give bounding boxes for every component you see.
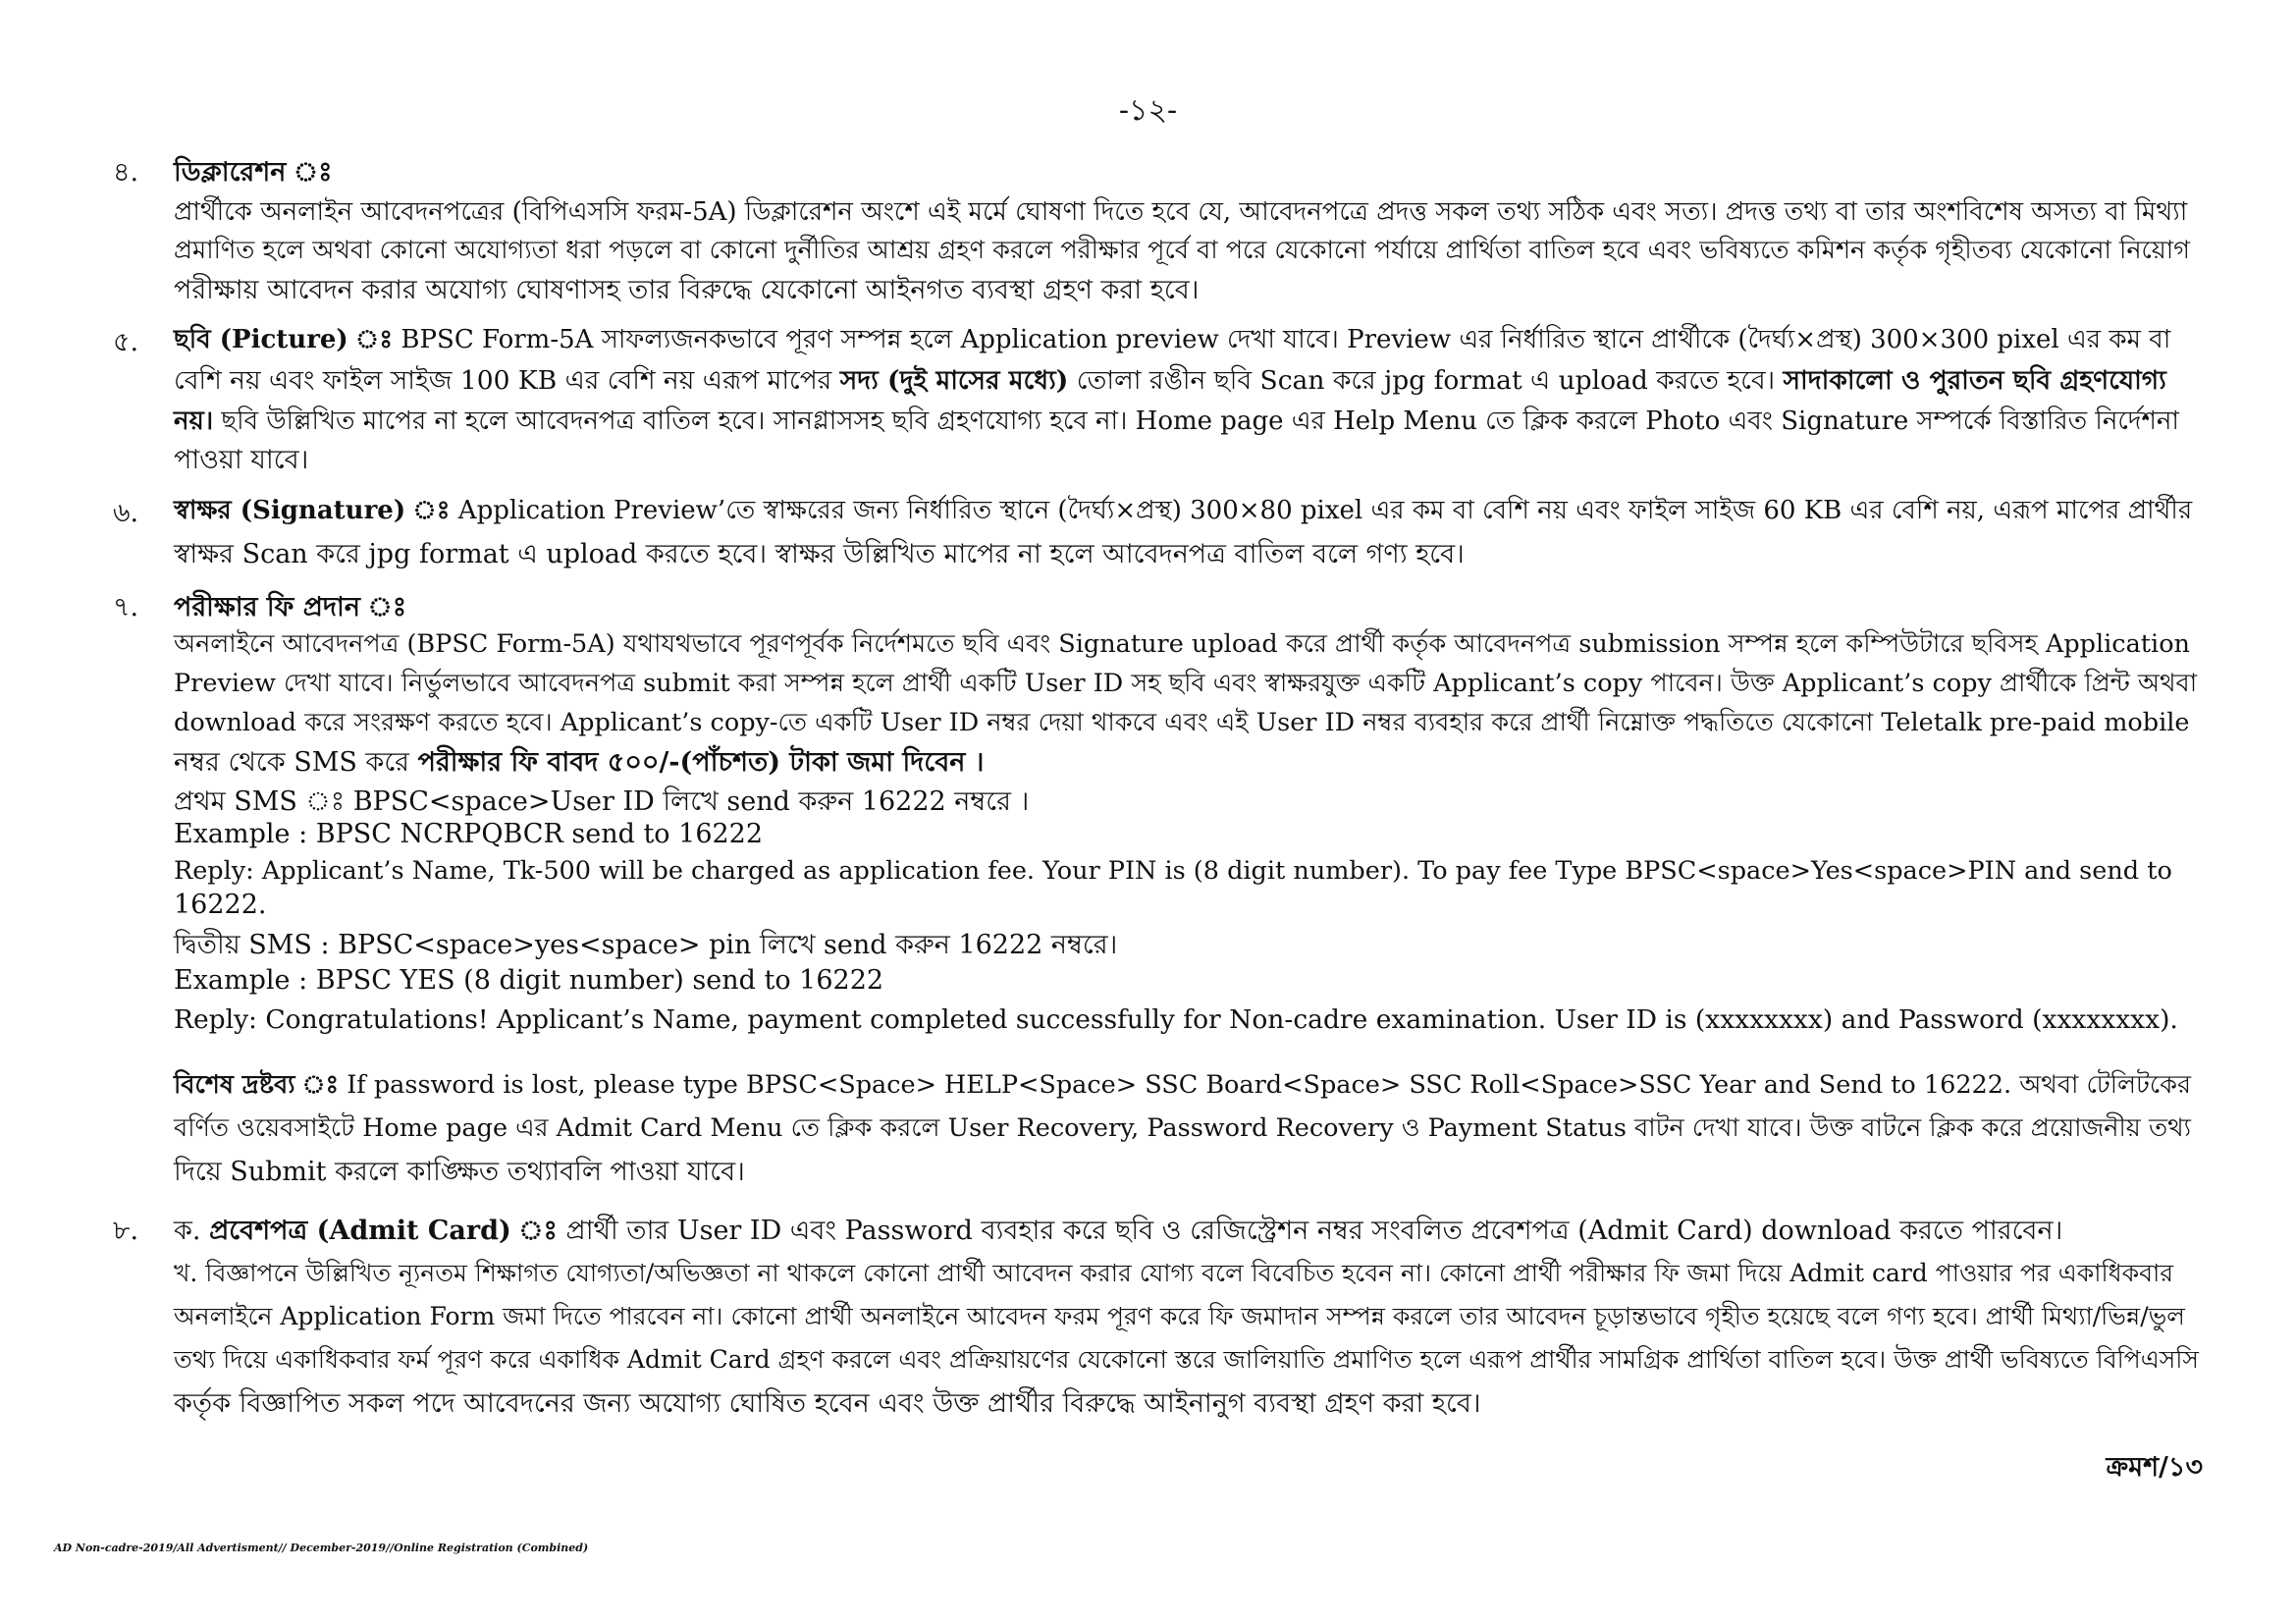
paragraph-line: প্রার্থীকে অনলাইন আবেদনপত্রের (বিপিএসসি ফরম-5A) ডিক্লারেশন অংশে এই মর্মে ঘোষণা দিতে হবে যে, আবেদনপত্রে প্রদত্ত সকল তথ্য সঠিক এবং সত্য। প্রদত্ত তথ্য বা তার অংশবিশেষ অসত্য বা মিথ্যা bbox=[174, 197, 2188, 227]
example-line: Example : BPSC YES (8 digit number) send to 16222 bbox=[174, 965, 884, 996]
paragraph-line: Preview দেখা যাবে। নির্ভুলভাবে আবেদনপত্র submit করা সম্পন্ন হলে প্রার্থী একটি User ID সহ ছবি এবং স্বাক্ষরযুক্ত একটি Applicant’s copy পাবেন। উক্ত Applicant’s copy প্রার্থীকে প্রিন্ট অথবা bbox=[174, 669, 2198, 698]
reply-line: Reply: Congratulations! Applicant’s Name, payment completed successfully for Non-cadre examination. User ID is (xxxxxxxx) and Password (xxxxxxxx). bbox=[174, 1004, 2178, 1035]
section-heading: পরীক্ষার ফি প্রদান ঃ bbox=[174, 592, 407, 623]
continued-marker: ক্রমশ/১৩ bbox=[2106, 1452, 2203, 1483]
text-run: If password is lost, please type BPSC<Space> HELP<Space> SSC Board<Space> SSC Roll<Space>SSC Year and Send to 16222. অথবা টেলিটকের bbox=[347, 1070, 2192, 1100]
section-number: ৫. bbox=[113, 327, 139, 357]
text-run-bold: সাদাকালো ও পুরাতন ছবি গ্রহণযোগ্য bbox=[1783, 365, 2166, 396]
paragraph-line bbox=[174, 1211, 2062, 1255]
paragraph-line bbox=[174, 319, 2170, 362]
paragraph-line: download করে সংরক্ষণ করতে হবে। Applicant’s copy-তে একটি User ID নম্বর দেয়া থাকবে এবং এই User ID নম্বর ব্যবহার করে প্রার্থী নিম্নোক্ত পদ্ধতিতে যেকোনো Teletalk pre-paid mobile bbox=[174, 708, 2190, 737]
paragraph-line bbox=[174, 742, 984, 786]
paragraph-line bbox=[174, 401, 2179, 444]
sms-instruction: দ্বিতীয় SMS : BPSC<space>yes<space> pin লিখে send করুন 16222 নম্বরে। bbox=[174, 930, 1118, 960]
note-line: দিয়ে Submit করলে কাঙ্ক্ষিত তথ্যাবলি পাওয়া যাবে। bbox=[174, 1157, 745, 1187]
paragraph-line bbox=[174, 361, 2166, 405]
paragraph-line: পাওয়া যাবে। bbox=[174, 445, 309, 475]
note-label: বিশেষ দ্রষ্টব্য ঃ bbox=[174, 1070, 340, 1100]
sms-instruction: প্রথম SMS ঃ BPSC<space>User ID লিখে send করুন 16222 নম্বরে । bbox=[174, 786, 1030, 817]
text-run: তোলা রঙীন ছবি Scan করে jpg format এ upload করতে হবে। bbox=[1068, 365, 1784, 396]
section-number: ৪. bbox=[113, 157, 139, 188]
section-heading: প্রবেশপত্র (Admit Card) ঃ bbox=[209, 1216, 558, 1246]
text-run: ক. bbox=[174, 1216, 210, 1246]
text-run: Application Preview’তে স্বাক্ষরের জন্য নির্ধারিত স্থানে (দৈর্ঘ্য×প্রস্থ) 300×80 pixel এর কম বা বেশি নয় এবং ফাইল সাইজ 60 KB এর বেশি নয়, এরূপ মাপের প্রার্থীর bbox=[457, 496, 2193, 525]
text-run: BPSC Form-5A সাফল্যজনকভাবে পূরণ সম্পন্ন হলে Application preview দেখা যাবে। Preview এর নির্ধারিত স্থানে প্রার্থীকে (দৈর্ঘ্য×প্রস্থ) 300×300 pixel এর কম বা bbox=[400, 325, 2171, 354]
paragraph-line: তথ্য দিয়ে একাধিকবার ফর্ম পূরণ করে একাধিক Admit Card গ্রহণ করলে এবং প্রক্রিয়ায়ণের যেকোনো স্তরে জালিয়াতি প্রমাণিত হলে এরূপ প্রার্থীর সামগ্রিক প্রার্থিতা বাতিল হবে। উক্ত প্রার্থী ভবিষ্যতে বিপিএসসি bbox=[174, 1345, 2199, 1374]
text-run: নম্বর থেকে SMS করে bbox=[174, 747, 418, 778]
section-number: ৮. bbox=[113, 1216, 139, 1246]
section-heading: ছবি (Picture) ঃ bbox=[174, 325, 394, 354]
text-run-bold: সদ্য (দুই মাসের মধ্যে) bbox=[839, 365, 1069, 396]
page-number: -১২- bbox=[1118, 93, 1178, 128]
reply-line: 16222. bbox=[174, 890, 267, 920]
section-number: ৬. bbox=[113, 498, 139, 528]
note-line: বর্ণিত ওয়েবসাইটে Home page এর Admit Card Menu তে ক্লিক করলে User Recovery, Password Recovery ও Payment Status বাটন দেখা যাবে। উক্ত বাটনে ক্লিক করে প্রয়োজনীয় তথ্য bbox=[174, 1113, 2191, 1143]
paragraph-line bbox=[174, 490, 2192, 533]
section-heading: ডিক্লারেশন ঃ bbox=[174, 157, 333, 188]
section-number: ৭. bbox=[113, 592, 139, 623]
text-run: বেশি নয় এবং ফাইল সাইজ 100 KB এর বেশি নয় এরূপ মাপের bbox=[174, 365, 840, 396]
paragraph-line: অনলাইনে আবেদনপত্র (BPSC Form-5A) যথাযথভাবে পূরণপূর্বক নির্দেশমতে ছবি এবং Signature upload করে প্রার্থী কর্তৃক আবেদনপত্র submission সম্পন্ন হলে কম্পিউটারে ছবিসহ Application bbox=[174, 629, 2190, 659]
paragraph-line: অনলাইনে Application Form জমা দিতে পারবেন না। কোনো প্রার্থী অনলাইনে আবেদন ফরম পূরণ করে ফি জমাদান সম্পন্ন করলে তার আবেদন চূড়ান্তভাবে গৃহীত হয়েছে বলে গণ্য হবে। প্রার্থী মিথ্যা/ভিন্ন/ভুল bbox=[174, 1302, 2185, 1330]
reply-line: Reply: Applicant’s Name, Tk-500 will be charged as application fee. Your PIN is (8 digit number). To pay fee Type BPSC<space>Yes<space>PIN and send to bbox=[174, 856, 2172, 886]
paragraph-line: খ. বিজ্ঞাপনে উল্লিখিত ন্যূনতম শিক্ষাগত যোগ্যতা/অভিজ্ঞতা না থাকলে কোনো প্রার্থী আবেদন করার যোগ্য বলে বিবেচিত হবেন না। কোনো প্রার্থী পরীক্ষার ফি জমা দিয়ে Admit card পাওয়ার পর একাধিকবার bbox=[174, 1259, 2174, 1287]
text-run-bold: পরীক্ষার ফি বাবদ ৫০০/-(পাঁচশত) টাকা জমা দিবেন । bbox=[417, 747, 985, 778]
paragraph-line: কর্তৃক বিজ্ঞাপিত সকল পদে আবেদনের জন্য অযোগ্য ঘোষিত হবেন এবং উক্ত প্রার্থীর বিরুদ্ধে আইনানুগ ব্যবস্থা গ্রহণ করা হবে। bbox=[174, 1388, 1481, 1419]
text-run: প্রার্থী তার User ID এবং Password ব্যবহার করে ছবি ও রেজিস্ট্রেশন নম্বর সংবলিত প্রবেশপত্র (Admit Card) download করতে পারবেন। bbox=[557, 1216, 2063, 1246]
note-line bbox=[174, 1065, 2191, 1108]
section-heading: স্বাক্ষর (Signature) ঃ bbox=[174, 496, 451, 525]
example-line: Example : BPSC NCRPQBCR send to 16222 bbox=[174, 819, 764, 849]
paragraph-line: প্রমাণিত হলে অথবা কোনো অযোগ্যতা ধরা পড়লে বা কোনো দুর্নীতির আশ্রয় গ্রহণ করলে পরীক্ষার পূর্বে বা পরে যেকোনো পর্যায়ে প্রার্থিতা বাতিল হবে এবং ভবিষ্যতে কমিশন কর্তৃক গৃহীতব্য যেকোনো নিয়োগ bbox=[174, 236, 2190, 265]
paragraph-line: পরীক্ষায় আবেদন করার অযোগ্য ঘোষণাসহ তার বিরুদ্ধে যেকোনো আইনগত ব্যবস্থা গ্রহণ করা হবে। bbox=[174, 275, 1200, 305]
text-run-bold: নয়। bbox=[174, 406, 214, 436]
footer-reference: AD Non-cadre-2019/All Advertisment// December-2019//Online Registration (Combined) bbox=[54, 1542, 589, 1554]
text-run: ছবি উল্লিখিত মাপের না হলে আবেদনপত্র বাতিল হবে। সানগ্লাসসহ ছবি গ্রহণযোগ্য হবে না। Home page এর Help Menu তে ক্লিক করলে Photo এবং Signature সম্পর্কে বিস্তারিত নির্দেশনা bbox=[213, 406, 2179, 436]
paragraph-line: স্বাক্ষর Scan করে jpg format এ upload করতে হবে। স্বাক্ষর উল্লিখিত মাপের না হলে আবেদনপত্র বাতিল বলে গণ্য হবে। bbox=[174, 539, 1465, 569]
